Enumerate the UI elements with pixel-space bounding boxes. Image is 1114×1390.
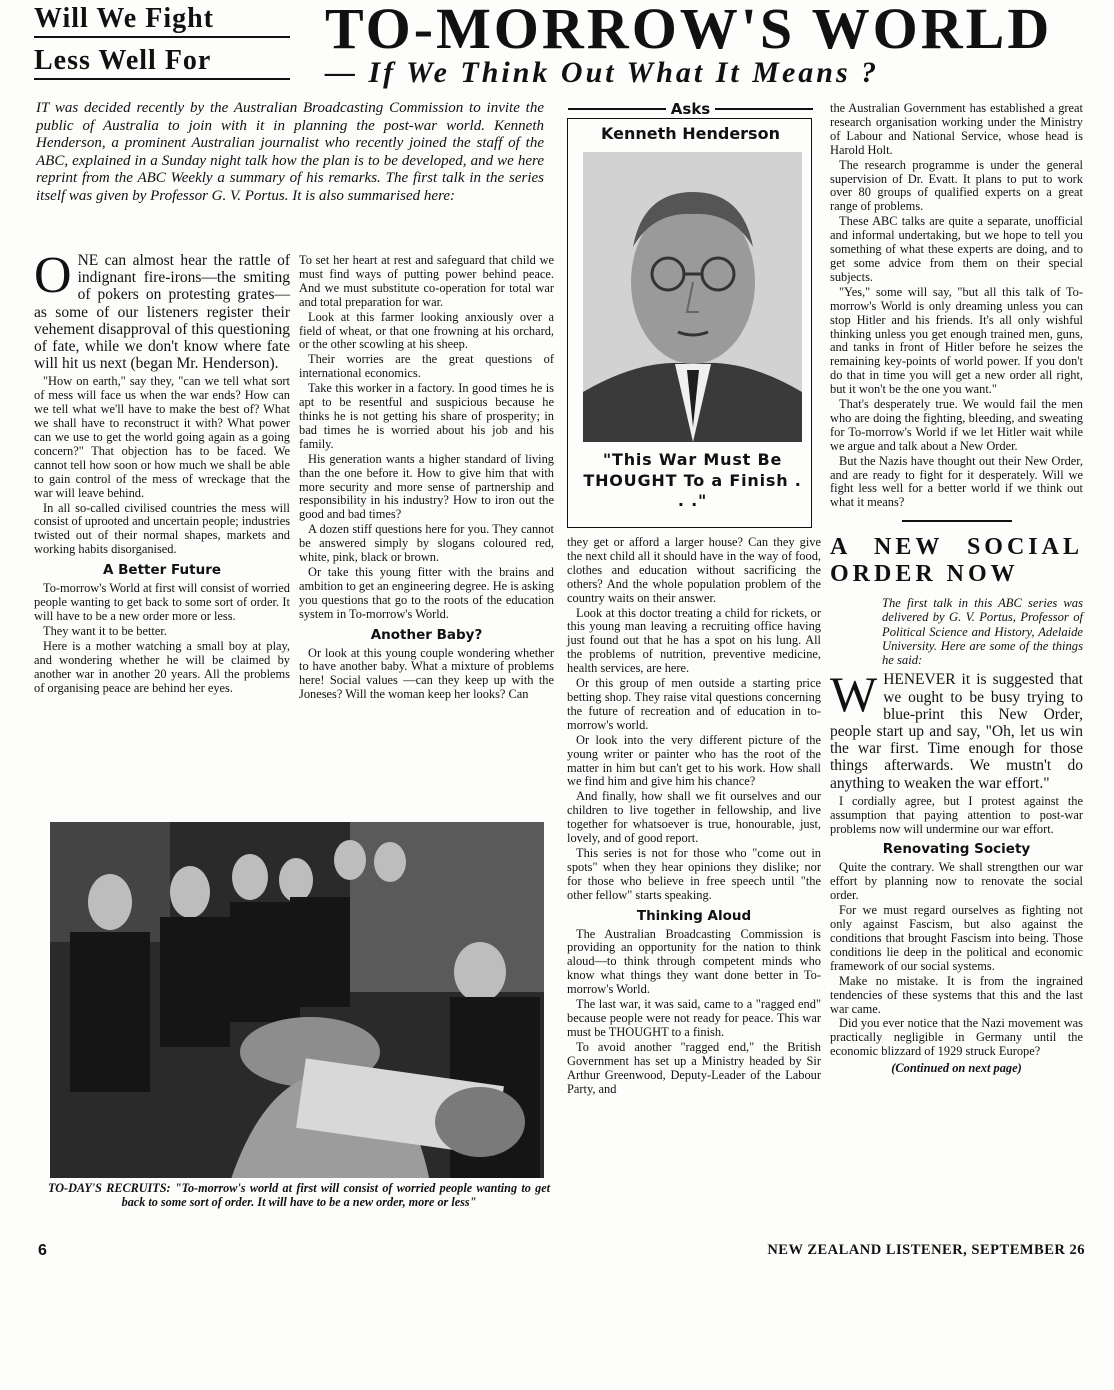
paragraph: Their worries are the great questions of international economics. <box>299 352 554 381</box>
column-2 <box>299 254 554 703</box>
drop-cap: W <box>830 666 878 723</box>
recruits-photo <box>50 822 544 1178</box>
paragraph: The last war, it was said, came to a "ragged end" because people were not ready for peace. This war must be THOUGHT to a finish. <box>567 997 821 1039</box>
kicker-line-2: Less Well For <box>34 44 290 80</box>
kicker <box>34 2 290 80</box>
paragraph: Did you ever notice that the Nazi movement was practically negligible in Germany until the economic blizzard of 1929 struck Europe? <box>830 1016 1083 1059</box>
page-subtitle: — If We Think Out What It Means ? <box>325 56 880 89</box>
paragraph: To avoid another "ragged end," the British Government has set up a Ministry headed by Sir Arthur Greenwood, Deputy-Leader of the Labour Party, and <box>567 1039 821 1096</box>
paragraph: For we must regard ourselves as fighting not only against Fascism, but also against the conditions that brought Fascism into being. Those conditions lie deep in the political and economic framework of our social systems. <box>830 903 1083 973</box>
lead-paragraph: NE can almost hear the rattle of indignant fire-irons—the smiting of pokers on protesting grates—as some of our listeners register their vehement disapproval of this questioning of fate, while we don't know where fate will hit us next (began Mr. Henderson). <box>34 252 290 373</box>
subheading: Renovating Society <box>882 841 1031 858</box>
caption-lead: TO-DAY'S RECRUITS: <box>48 1181 171 1195</box>
paragraph: In all so-called civilised countries the mess will consist of uprooted and uncertain people; industries twisted out of their normal shapes, markets and working habits disorganised. <box>34 500 291 557</box>
paragraph: Make no mistake. It is from the ingrained tendencies of these systems that this and the last war came. <box>830 973 1083 1016</box>
paragraph: They want it to be better. <box>43 623 167 638</box>
lead-paragraph: HENEVER it is suggested that we ought to be busy trying to blue-print this New Order, people start up and say, "Oh, let us win the war first. Time enough for those things afterwards. We mustn't do anything to weaken the war effort." <box>830 671 1083 792</box>
paragraph: Or look at this young couple wondering whether to have another baby. What a mixture of problems here! Social values —can they keep up with the Joneses? Will the woman keep her looks? Can <box>299 645 554 702</box>
portrait-illustration <box>583 152 802 442</box>
drop-cap: O <box>34 247 72 304</box>
paragraph: And finally, how shall we fit ourselves and our children to live together in fellowship, and live together for whatsoever is true, honourable, just, lovely, and of good report. <box>567 789 821 846</box>
paragraph: A dozen stiff questions here for you. They cannot be answered simply by slogans coloured red, white, pink, black or brown. <box>299 522 554 565</box>
subheading: Thinking Aloud <box>636 907 752 924</box>
paragraph: His generation wants a higher standard of living than the one before it. How to give him that with more security and more sense of partnership and responsibility in his industry? How to iron out the good and bad times? <box>299 451 554 522</box>
page-title: TO-MORROW'S WORLD <box>325 0 1053 61</box>
caption-text: "To-morrow's world at first will consist of worried people wanting to get back to some sort of order. It will have to be a new order, more or less" <box>121 1181 550 1209</box>
paragraph: I cordially agree, but I protest against the assumption that paying attention to post-war problems now will undermine our war effort. <box>830 793 1083 836</box>
paragraph: The research programme is under the general supervision of Dr. Evatt. It plans to put to work over 80 groups of qualified experts on a great range of problems. <box>830 157 1083 214</box>
intro-paragraph: IT was decided recently by the Australian Broadcasting Commission to invite the public of Australia to join with it in planning the post-war world. Kenneth Henderson, a prominent Australian journalist who recently joined the staff of the ABC, explained in a Sunday night talk how the plan is to be developed, and we here reprint from the ABC Weekly a summary of his remarks. The first talk in the series itself was given by Professor G. V. Portus. It is also summarised here: <box>36 100 544 204</box>
paragraph: "How on earth," say they, "can we tell what sort of mess will face us when the war ends? How can we tell what we'll have to make the best of? What we shall have to reconstruct it with? What power can we use to get the world going again as a going concern?" That objection has to be faced. We cannot tell how soon or how much we shall be able to gain control of the mess of wreckage that the war will leave behind. <box>34 374 290 500</box>
paragraph: Or take this young fitter with the brains and ambition to get an engineering degree. He is asking you questions that go to the roots of the education system in To-morrow's World. <box>299 564 554 621</box>
paragraph: Or this group of men outside a starting price betting shop. They raise vital questions concerning the future of recreation and of education in to-morrow's world. <box>567 676 821 732</box>
section-intro: The first talk in this ABC series was delivered by G. V. Portus, Professor of Political Science and History, Adelaide University. Here are some of the things he said: <box>882 596 1083 668</box>
photo-illustration <box>50 822 544 1178</box>
continued-note: (Continued on next page) <box>891 1061 1022 1076</box>
column-3 <box>567 536 821 1097</box>
subheading: Another Baby? <box>370 626 483 643</box>
paragraph: This series is not for those who "come out in spots" when they hear opinions they dislike; nor for those who believe in free speech until "the other fellow" starts speaking. <box>567 845 821 902</box>
column-1 <box>34 247 291 696</box>
portrait-quote: "This War Must Be THOUGHT To a Finish . . ." <box>583 450 802 510</box>
asks-label: Asks <box>670 100 711 118</box>
paragraph: they get or afford a larger house? Can they give the next child all it should have in the way of food, clothes and education without sacrificing the others? And the whole population problem of the country waits on their answer. <box>567 535 821 605</box>
asks-line <box>568 100 813 118</box>
publication-footer: NEW ZEALAND LISTENER, SEPTEMBER 26 <box>767 1242 1085 1258</box>
kicker-line-1: Will We Fight <box>34 2 290 38</box>
paragraph: Look at this farmer looking anxiously over a field of wheat, or that one frowning at his orchard, or the other scowling at his sheep. <box>299 309 554 352</box>
paragraph: The Australian Broadcasting Commission is providing an opportunity for the nation to think aloud—to think through competent minds who know what things they want done better in To-morrow's World. <box>567 926 821 997</box>
paragraph: Look at this doctor treating a child for rickets, or this young man leaving a recruiting office having just found out that he has a spot on his lung. All the problems of nutrition, preventive medicine, health services, are here. <box>567 605 821 676</box>
paragraph: Take this worker in a factory. In good times he is apt to be resentful and suspicious because he thinks he is not getting his share of prosperity; in bad times he is worried about his job and his family. <box>299 381 554 451</box>
paragraph: the Australian Government has established a great research organisation working under the Ministry of Labour and National Service, whose head is Harold Holt. <box>830 101 1083 157</box>
subheading: A Better Future <box>102 562 222 579</box>
henderson-portrait <box>583 152 802 442</box>
paragraph: Here is a mother watching a small boy at play, and wondering whether he will be claimed by another war in another 20 years. All the problems of organising peace are behind her eyes. <box>34 638 290 695</box>
portrait-name: Kenneth Henderson <box>601 124 780 143</box>
photo-caption <box>48 1181 550 1209</box>
paragraph: Quite the contrary. We shall strengthen our war effort by planning now to renovate the social order. <box>830 860 1083 903</box>
paragraph: To-morrow's World at first will consist of worried people wanting to get back to some sort of order. It will have to be a new order more or less. <box>34 581 290 624</box>
paragraph: "Yes," some will say, "but all this talk of To-morrow's World is only dreaming unless you can stop Hitler and his friends. It's all only wishful thinking unless you get enough trained men, guns, and tanks in front of Hitler before he seizes the remaining key-points of world power. If you don't do that in time you will get a new order all right, but it won't be the one you want." <box>830 284 1083 397</box>
column-4 <box>830 102 1083 1076</box>
paragraph: To set her heart at rest and safeguard that child we must find ways of putting power behind peace. And we must substitute co-operation for total war and total preparation for war. <box>299 253 554 309</box>
paragraph: Or look into the very different picture of the young writer or painter who has the root of the matter in him but can't get to his work. How shall we find him and give him his chance? <box>567 732 821 789</box>
section-divider <box>902 520 1012 522</box>
paragraph: That's desperately true. We would fail the men who are doing the fighting, bleeding, and sweating for To-morrow's World if we let Hitler wait while we argue and talk about a New Order. <box>830 397 1083 453</box>
section-heading: A NEW SOCIAL ORDER NOW <box>830 534 1083 588</box>
page-number: 6 <box>38 1242 47 1259</box>
paragraph: These ABC talks are quite a separate, unofficial and informal undertaking, but we hope to tell you something of what these experts are doing, and to get some advice from them on their special subjects. <box>830 214 1083 284</box>
paragraph: But the Nazis have thought out their New Order, and are ready to fight for it desperately. Will we fight less well for a better world if we think out what it means? <box>830 453 1083 510</box>
